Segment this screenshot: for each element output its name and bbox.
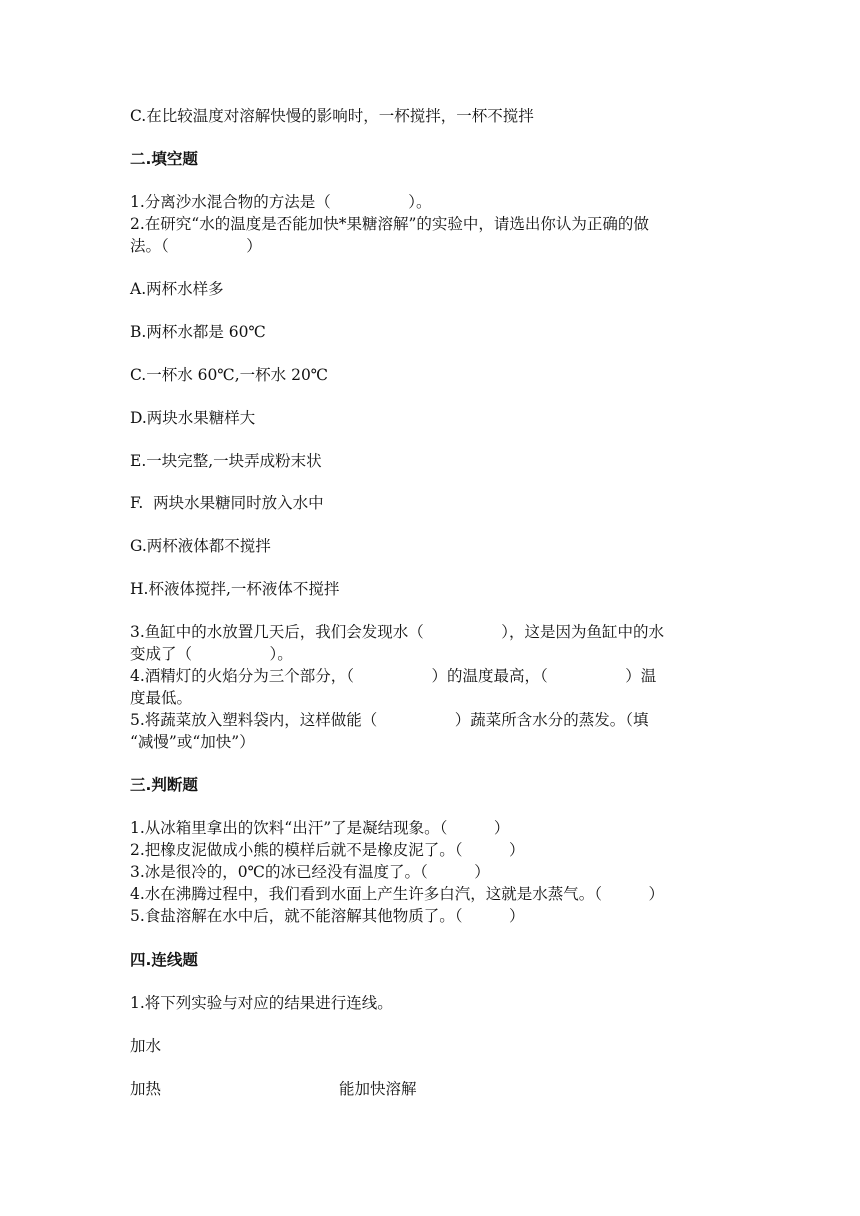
option-f: F. 两块水果糖同时放入水中 xyxy=(130,494,324,512)
option-e: E.一块完整,一块弄成粉末状 xyxy=(130,452,322,470)
fill-question-2-line-2: 法。（ ） xyxy=(130,237,262,255)
section-heading-true-false: 三.判断题 xyxy=(130,776,198,794)
fill-question-4-line-1: 4.酒精灯的火焰分为三个部分，（ ）的温度最高，（ ）温 xyxy=(130,667,657,685)
option-g: G.两杯液体都不搅拌 xyxy=(130,537,271,555)
fill-question-2-line-1: 2.在研究“水的温度是否能加快*果糖溶解”的实验中，请选出你认为正确的做 xyxy=(130,215,649,233)
judge-question-1: 1.从冰箱里拿出的饮料“出汗”了是凝结现象。（ ） xyxy=(130,819,510,837)
option-a: A.两杯水样多 xyxy=(130,280,224,298)
option-d: D.两块水果糖样大 xyxy=(130,409,256,427)
fill-question-1: 1.分离沙水混合物的方法是（ ）。 xyxy=(130,193,432,211)
fill-question-3-line-1: 3.鱼缸中的水放置几天后，我们会发现水（ ），这是因为鱼缸中的水 xyxy=(130,623,665,641)
judge-question-2: 2.把橡皮泥做成小熊的模样后就不是橡皮泥了。（ ） xyxy=(130,841,525,859)
fill-question-4-line-2: 度最低。 xyxy=(130,689,193,707)
match-left-item-add-water: 加水 xyxy=(130,1037,162,1055)
fill-question-5-line-2: “减慢”或“加快”） xyxy=(130,733,255,751)
match-right-item-speed-up: 能加快溶解 xyxy=(339,1080,417,1098)
option-c-text: C.在比较温度对溶解快慢的影响时，一杯搅拌，一杯不搅拌 xyxy=(130,107,534,125)
option-h: H.杯液体搅拌,一杯液体不搅拌 xyxy=(130,580,340,598)
match-left-item-heat: 加热 xyxy=(130,1080,162,1098)
match-question-1: 1.将下列实验与对应的结果进行连线。 xyxy=(130,994,393,1012)
section-heading-fill-in: 二.填空题 xyxy=(130,150,198,168)
fill-question-3-line-2: 变成了（ ）。 xyxy=(130,645,293,663)
option-c: C.一杯水 60℃,一杯水 20℃ xyxy=(130,366,329,384)
judge-question-4: 4.水在沸腾过程中，我们看到水面上产生许多白汽，这就是水蒸气。（ ） xyxy=(130,885,665,903)
section-heading-matching: 四.连线题 xyxy=(130,951,198,969)
option-b: B.两杯水都是 60℃ xyxy=(130,323,266,341)
judge-question-5: 5.食盐溶解在水中后，就不能溶解其他物质了。（ ） xyxy=(130,907,525,925)
judge-question-3: 3.冰是很冷的，0℃的冰已经没有温度了。（ ） xyxy=(130,863,490,881)
fill-question-5-line-1: 5.将蔬菜放入塑料袋内，这样做能（ ）蔬菜所含水分的蒸发。（填 xyxy=(130,711,649,729)
